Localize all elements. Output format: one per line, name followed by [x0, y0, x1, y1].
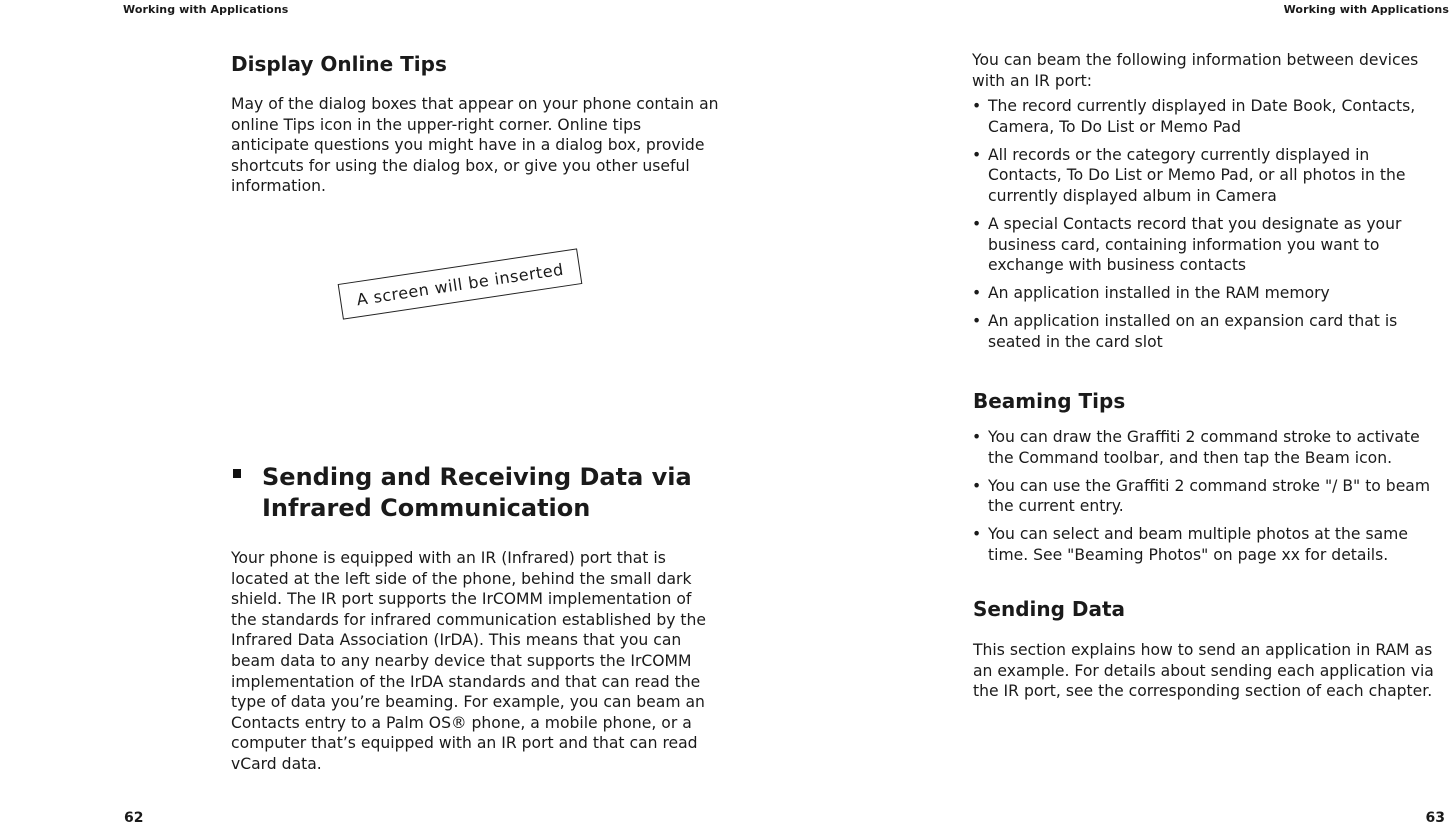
list-item-text: An application installed in the RAM memory [988, 284, 1330, 303]
beaming-tips-heading: Beaming Tips [973, 389, 1126, 413]
page-number: 63 [1425, 810, 1445, 826]
display-tips-heading: Display Online Tips [231, 52, 447, 76]
list-item-text: You can draw the Graffiti 2 command stroke to activate the Command toolbar, and then tap the Beam icon. [988, 428, 1420, 467]
bullet-icon: • [972, 97, 982, 115]
ir-port-paragraph: Your phone is equipped with an IR (Infrared) port that is located at the left side of the phone, behind the small dark shield. The IR port supports the IrCOMM implementation of the standards for infrared communication established by the Infrared Data Association (IrDA). This means that you can beam data to any nearby device that supports the IrCOMM implementation of the IrDA standards and that can read the type of data you’re beaming. For example, you can beam an Contacts entry to a Palm OS® phone, a mobile phone, or a computer that’s equipped with an IR port and that can read vCard data. [231, 549, 707, 773]
right-page [725, 0, 1450, 825]
list-item [972, 96, 1447, 137]
section-title: Sending and Receiving Data via Infrared Communication [262, 463, 692, 522]
beaming-tips-list [972, 427, 1447, 573]
sending-data-heading: Sending Data [973, 597, 1126, 621]
list-item [972, 311, 1447, 352]
list-item [972, 476, 1447, 517]
bullet-icon: • [972, 428, 982, 446]
list-item-text: All records or the category currently displayed in Contacts, To Do List or Memo Pad, or all photos in the currently displayed album in Camera [988, 145, 1406, 205]
list-item [972, 145, 1447, 207]
bullet-icon: • [972, 312, 982, 331]
section-bullet-icon [233, 469, 241, 478]
list-item-text: You can use the Graffiti 2 command stroke "/ B" to beam the current entry. [988, 476, 1431, 516]
bullet-icon: • [972, 476, 982, 495]
list-item-text: The record currently displayed in Date Book, Contacts, Camera, To Do List or Memo Pad [988, 97, 1416, 136]
list-item-text: You can select and beam multiple photos at the same time. See "Beaming Photos" on page xx for details. [988, 525, 1408, 564]
screen-placeholder-text: A screen will be inserted [355, 259, 565, 309]
bullet-icon: • [972, 145, 982, 164]
bullet-icon: • [972, 214, 982, 233]
list-item [972, 524, 1447, 565]
bullet-icon: • [972, 284, 982, 303]
page-number: 62 [124, 810, 144, 826]
list-item [972, 283, 1447, 304]
bullet-icon: • [972, 525, 982, 544]
left-page [0, 0, 725, 825]
running-header: Working with Applications [1283, 3, 1449, 16]
list-item-text: An application installed on an expansion card that is seated in the card slot [988, 312, 1398, 351]
beam-items-list [972, 96, 1447, 360]
sending-data-paragraph: This section explains how to send an application in RAM as an example. For details about sending each application via the IR port, see the corresponding section of each chapter. [973, 641, 1434, 701]
beam-intro-paragraph: You can beam the following information between devices with an IR port: [972, 51, 1419, 90]
display-tips-paragraph: May of the dialog boxes that appear on your phone contain an online Tips icon in the upper-right corner. Online tips anticipate questions you might have in a dialog box, provide shortcuts for using the dialog box, or give you other useful information. [231, 95, 719, 196]
screen-placeholder [338, 248, 583, 319]
list-item [972, 427, 1447, 468]
running-header: Working with Applications [123, 3, 289, 16]
list-item-text: A special Contacts record that you designate as your business card, containing information you want to exchange with business contacts [988, 214, 1402, 275]
list-item [972, 214, 1447, 276]
